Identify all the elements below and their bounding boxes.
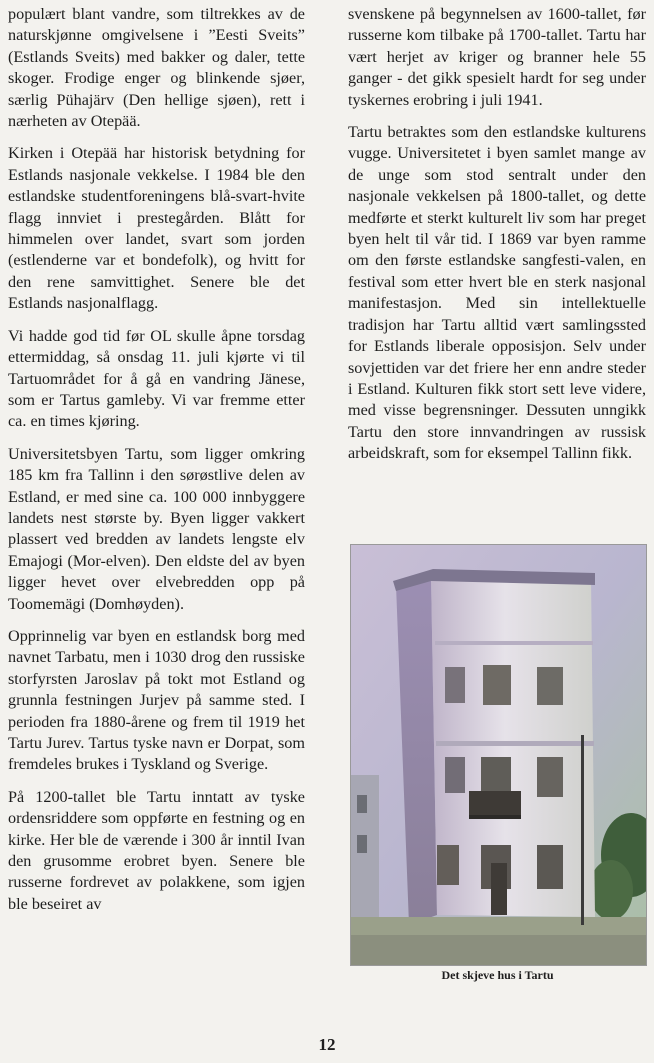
paragraph: Opprinnelig var byen en estlandsk borg med navnet Tarbatu, men i 1030 drog den russiske storfyrsten Jaroslav på tokt mot Estland og grunnla festningen Jurjev på samme sted. I perioden fra 1880-årene og frem til 1919 het Tartu Jurev. Tartus tyske navn er Dorpat, som fremdeles brukes i Tyskland og Sverige.: [8, 626, 305, 774]
right-column: [348, 4, 646, 476]
leaning-house-photo: [350, 544, 647, 966]
left-column: [8, 4, 305, 926]
paragraph: populært blant vandre, som tiltrekkes av de naturskjønne omgivelsene i ”Eesti Sveits” (Estlands Sveits) med bakker og daler, tette skoger. Frodige enger og blinkende sjøer, særlig Pühajärv (Den hellige sjøen), rett i nærheten av Otepää.: [8, 5, 305, 131]
paragraph: På 1200-tallet ble Tartu inntatt av tyske ordensriddere som oppførte en festning og en kirke. Her ble de værende i 300 år inntil Ivan den grusomme erobret byen. Senere ble russerne fordrevet av polakkene, som igjen ble beseiret av: [8, 787, 305, 913]
paragraph: svenskene på begynnelsen av 1600-tallet, før russerne kom tilbake på 1700-tallet. Tartu har vært herjet av kriger og branner hele 55 ganger - det gikk spesielt hardt for seg under tyskernes erobring i juli 1941.: [348, 5, 646, 109]
photo-caption: Det skjeve hus i Tartu: [441, 968, 554, 982]
paragraph: Universitetsbyen Tartu, som ligger omkring 185 km fra Tallinn i den sørøstlive delen av Estland, er med sine ca. 100 000 innbyggere landets nest største by. Byen ligger vakkert plassert ved bredden av landets lengste elv Emajogi (Mor-elven). Den eldste del av byen ligger hevet over elvebredden opp på Toomemägi (Domhøyden).: [8, 444, 305, 613]
paragraph: Tartu betraktes som den estlandske kulturens vugge. Universitetet i byen samlet mange av de unge som stod sentralt under den nasjonale vekkelsen på 1800-tallet, og dette medførte et sterkt kulturelt liv som har preget byen helt til vår tid. I 1869 var byen ramme om den første estlandske sangfesti-valen, en festival som etter hvert ble en sterk nasjonal manifestasjon. Med sin intellektuelle tradisjon har Tartu alltid vært samlingssted for Estlands liberale opposisjon. Selv under sovjettiden var det friere her enn andre steder i Estland. Kulturen fikk stort sett leve videre, med visse begrensninger. Dessuten unngikk Tartu den store innvandringen av russisk arbeidskraft, som for eksempel Tallinn fikk.: [348, 123, 646, 463]
paragraph: Vi hadde god tid før OL skulle åpne torsdag ettermiddag, så onsdag 11. juli kjørte vi til Tartuområdet for å gå en vandring Jänese, som er Tartus gamleby. Vi var fremme etter ca. en times kjøring.: [8, 326, 305, 431]
paragraph: Kirken i Otepää har historisk betydning for Estlands nasjonale vekkelse. I 1984 ble den estlandske studentforeningens blå-svart-hvite flagg innviet i prestegården. Blått for himmelen over landet, svart som jorden (estlenderne var et bondefolk), og hvitt for den rene samvittighet. Senere ble det Estlands nasjonalflagg.: [8, 144, 305, 313]
page-number: 12: [318, 1035, 336, 1054]
